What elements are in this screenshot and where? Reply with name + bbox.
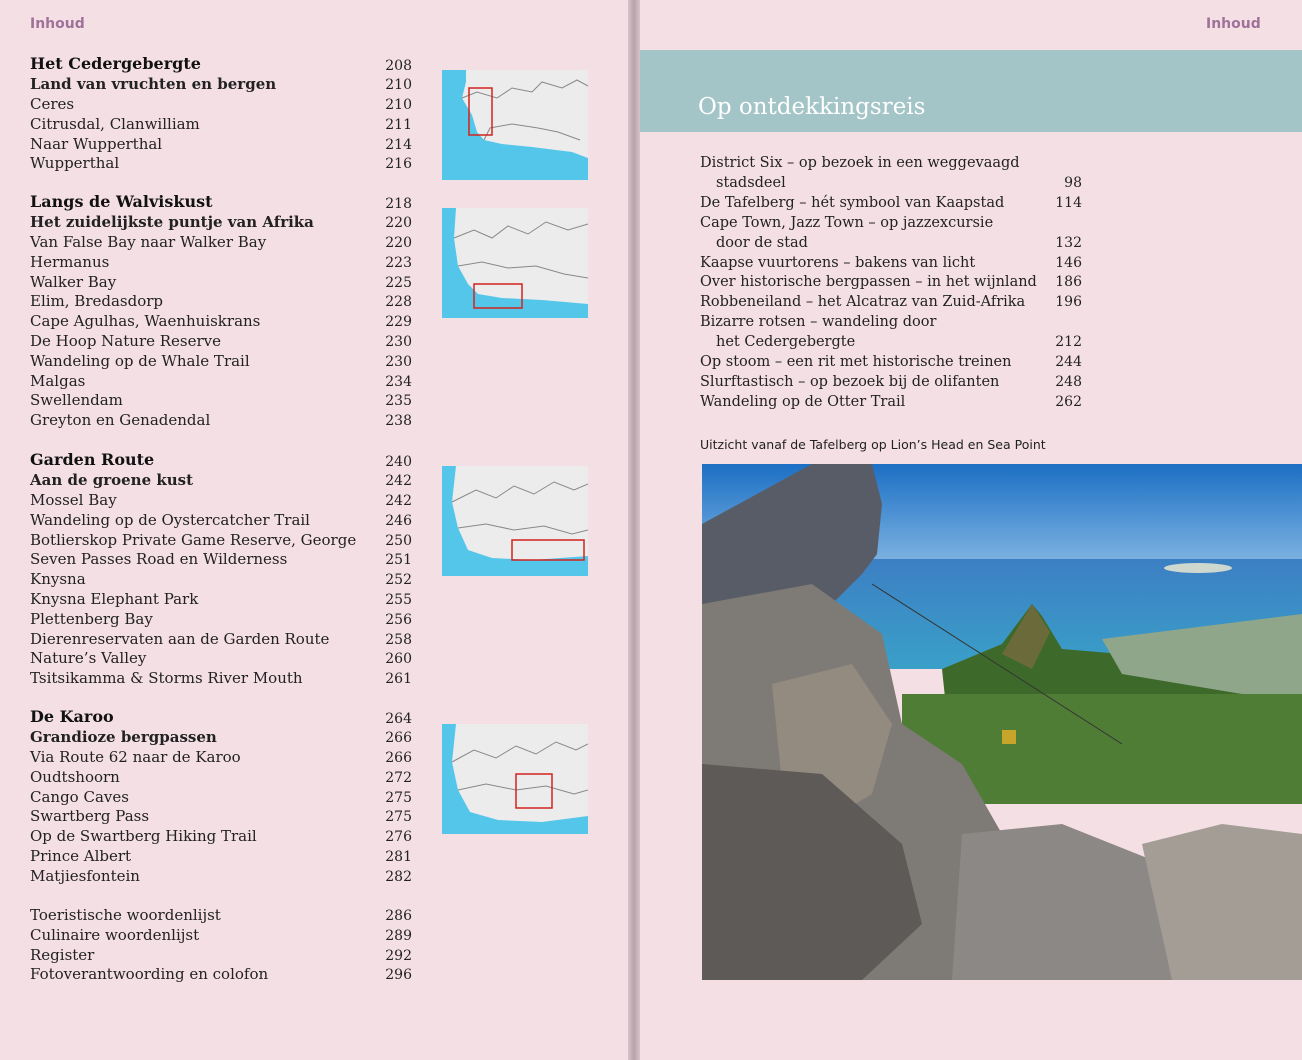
region-map-walviskust [442,208,588,318]
page-number: 276 [385,829,412,846]
toc-entry: Mossel Bay [30,491,117,509]
page-number: 211 [385,116,412,133]
toc-entry: Wandeling op de Oystercatcher Trail [30,510,310,529]
page-number: 229 [385,314,412,331]
discovery-entry-line: De Tafelberg – hét symbool van Kaapstad [700,194,1005,211]
page-number: 266 [385,750,412,766]
page-number: 272 [385,769,412,786]
toc-entry: Swartberg Pass [30,807,150,826]
toc-entry: Wupperthal [30,154,120,173]
page-number: 289 [385,927,412,944]
page-number: 210 [385,97,412,113]
map-sea [442,724,588,834]
page-number: 208 [385,58,412,74]
page-number: 186 [1055,274,1082,291]
page-number: 235 [385,393,412,410]
discovery-entry-line: stadsdeel [716,174,786,191]
page-number: 220 [385,215,412,231]
toc-entry: Hermanus [30,252,110,271]
page-number: 250 [385,532,412,549]
page-number: 281 [385,849,412,865]
discovery-entry-line: Robbeneiland – het Alcatraz van Zuid-Afrika [700,294,1026,311]
discovery-entry-line: het Cedergebergte [716,334,856,351]
section-title: Garden Route [30,450,155,469]
page-number: 214 [385,136,412,153]
toc-entry: Nature’s Valley [30,649,147,668]
section-title: Het Cedergebergte [30,54,201,73]
toc-entry: Cango Caves [30,787,129,806]
page-number: 146 [1055,254,1082,271]
running-head-right: Inhoud [1206,16,1261,32]
discovery-entry-line: Kaapse vuurtorens – bakens van licht [700,254,976,271]
section-subtitle: Aan de groene kust [30,471,194,489]
toc-entry: Plettenberg Bay [30,609,153,628]
page-number: 244 [1055,354,1082,370]
page-number: 240 [385,454,412,470]
map-sea [442,208,588,318]
toc-entry: Prince Albert [30,847,132,865]
toc-entry: Toeristische woordenlijst [30,906,221,924]
toc-entry: Culinaire woordenlijst [30,925,200,944]
discovery-entry-line: Slurftastisch – op bezoek bij de olifanten [700,373,1000,390]
page-number: 230 [385,353,412,370]
page-number: 252 [385,572,412,589]
toc-entry: Botlierskop Private Game Reserve, George [30,530,357,549]
discovery-entry-line: Op stoom – een rit met historische treinen [700,354,1012,370]
toc-entry: Swellendam [30,391,123,410]
page-number: 296 [385,967,412,984]
page-number: 225 [385,274,412,291]
page-number: 258 [385,631,412,648]
page-number: 242 [385,493,412,509]
page-number: 264 [385,711,412,727]
map-borders [462,80,588,140]
page-number: 275 [385,809,412,826]
left-page [0,0,628,1060]
page-number: 275 [385,789,412,806]
page-number: 292 [385,947,412,964]
toc-entry: De Hoop Nature Reserve [30,332,222,350]
toc-entry: Fotoverantwoording en colofon [30,965,269,984]
toc-entry: Elim, Bredasdorp [30,292,164,311]
toc-entry: Register [30,945,95,964]
discovery-entry-line: Over historische bergpassen – in het wijnland [700,274,1037,291]
photo-caption: Uitzicht vanaf de Tafelberg op Lion’s Head en Sea Point [700,437,1046,452]
page-number: 262 [1055,393,1082,410]
page-number: 261 [385,671,412,688]
map-borders [452,742,588,794]
toc-entry: Citrusdal, Clanwilliam [30,114,200,133]
page-number: 282 [385,868,412,885]
toc-entry: Dierenreservaten aan de Garden Route [30,629,330,648]
page-number: 238 [385,413,412,430]
page-number: 242 [385,473,412,489]
toc-entry: Seven Passes Road en Wilderness [30,550,288,569]
discovery-entry-line: District Six – op bezoek in een weggevaagd [700,155,1020,171]
page-number: 266 [385,730,412,746]
section-banner [640,50,1302,132]
page-number: 251 [385,552,412,569]
page-number: 234 [385,373,412,390]
right-page [640,0,1302,1060]
region-map-karoo [442,724,588,834]
page-number: 220 [385,235,412,251]
toc-entry: Greyton en Genadendal [30,411,211,430]
page-number: 248 [1055,373,1082,390]
map-borders [452,482,588,534]
page-number: 196 [1055,294,1082,311]
region-map-garden-route [442,466,588,576]
map-highlight [512,540,584,560]
toc-entry: Oudtshoorn [30,767,120,786]
toc-entry: Wandeling op de Whale Trail [30,351,250,370]
discovery-entry-line: door de stad [716,234,808,251]
banner-title: Op ontdekkingsreis [698,94,926,120]
page-number: 98 [1064,174,1082,191]
page-number: 218 [385,196,412,212]
toc-entry: Malgas [30,371,86,390]
page-number: 286 [385,908,412,924]
book-gutter [628,0,640,1060]
section-subtitle: Het zuidelijkste puntje van Afrika [30,213,314,231]
page-number: 216 [385,156,412,173]
section-subtitle: Land van vruchten en bergen [30,75,277,93]
page-number: 246 [385,512,412,529]
toc-entry: Knysna [30,570,86,589]
discovery-entry-line: Cape Town, Jazz Town – op jazzexcursie [700,214,994,231]
page-number: 132 [1055,234,1082,251]
toc-entry: Tsitsikamma & Storms River Mouth [30,669,303,688]
toc-entry: Van False Bay naar Walker Bay [30,233,267,251]
toc-entry: Walker Bay [30,272,117,291]
toc-entry: Naar Wupperthal [30,134,163,153]
discovery-entry-line: Bizarre rotsen – wandeling door [700,314,937,331]
toc-entry: Matjiesfontein [30,866,140,885]
section-title: Langs de Walviskust [30,192,213,211]
page-number: 212 [1055,334,1082,351]
toc-entry: Via Route 62 naar de Karoo [30,748,241,766]
map-sea [442,70,588,180]
discovery-entry-line: Wandeling op de Otter Trail [700,393,906,410]
toc-entry: Op de Swartberg Hiking Trail [30,827,257,846]
running-head-left: Inhoud [30,16,85,32]
page-number: 256 [385,611,412,628]
page-number: 260 [385,651,412,668]
page-number: 230 [385,334,412,350]
page-number: 210 [385,77,412,93]
page-number: 223 [385,254,412,271]
toc-entry: Cape Agulhas, Waenhuiskrans [30,312,261,331]
region-map-cedergebergte [442,70,588,180]
map-borders [454,222,588,278]
page-number: 255 [385,592,412,608]
toc-entry: Ceres [30,95,75,113]
section-title: De Karoo [30,707,114,726]
photo-table-mountain [702,464,1302,980]
section-subtitle: Grandioze bergpassen [30,728,217,746]
toc-entry: Knysna Elephant Park [30,590,199,608]
page-number: 228 [385,294,412,311]
page-number: 114 [1055,194,1082,211]
map-highlight [516,774,552,808]
